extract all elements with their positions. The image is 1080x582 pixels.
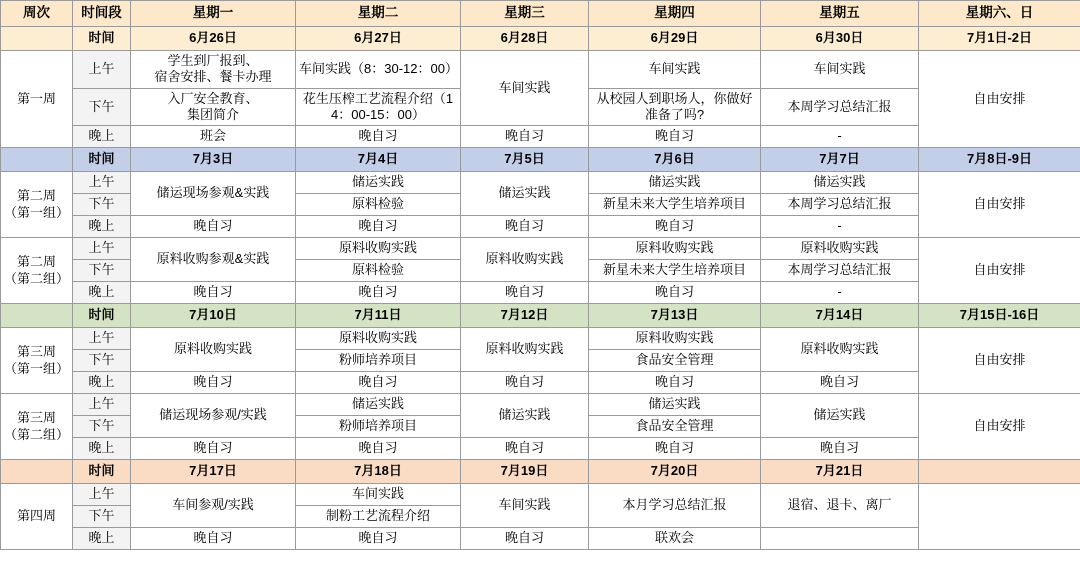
week3-g1-slot-afternoon: 下午 (73, 350, 131, 372)
week2-g1-slot-evening: 晚上 (73, 216, 131, 238)
week2-g2-wed: 原料收购实践 (461, 238, 589, 282)
week2-dates-label: 时间 (73, 148, 131, 172)
week2-g2-tue-evening: 晚自习 (296, 282, 461, 304)
week3-g2-thu-morning: 储运实践 (589, 394, 761, 416)
table-row (1, 484, 1080, 506)
week3-date-tue: 7月11日 (296, 304, 461, 328)
week3-g1-mon: 原料收购实践 (131, 328, 296, 372)
week4-date-weekend (919, 460, 1080, 484)
week4-date-tue: 7月18日 (296, 460, 461, 484)
table-row (1, 216, 1080, 238)
week3-g2-mon-evening: 晚自习 (131, 438, 296, 460)
table-row (1, 282, 1080, 304)
week2-g1-fri-afternoon: 本周学习总结汇报 (761, 194, 919, 216)
week3-g1-wed: 原料收购实践 (461, 328, 589, 372)
week1-thu-evening: 晚自习 (589, 126, 761, 148)
week2-g2-fri-morning: 原料收购实践 (761, 238, 919, 260)
week2-g1-slot-morning: 上午 (73, 172, 131, 194)
header-day-weekend: 星期六、日 (919, 1, 1080, 27)
week3-date-mon: 7月10日 (131, 304, 296, 328)
week4-tue-evening: 晚自习 (296, 528, 461, 550)
week2-g2-thu-evening: 晚自习 (589, 282, 761, 304)
week2-g2-mon: 原料收购参观&实践 (131, 238, 296, 282)
week3-date-wed: 7月12日 (461, 304, 589, 328)
week2-g2-tue-morning: 原料收购实践 (296, 238, 461, 260)
week1-tue-afternoon: 花生压榨工艺流程介绍（14：00-15：00） (296, 88, 461, 126)
week1-date-fri: 6月30日 (761, 27, 919, 51)
week3-dates-spacer (1, 304, 73, 328)
week1-weekend: 自由安排 (919, 51, 1080, 148)
week2-g2-weekend: 自由安排 (919, 238, 1080, 304)
week2-g1-wed-evening: 晚自习 (461, 216, 589, 238)
week4-mon-evening: 晚自习 (131, 528, 296, 550)
header-day-wednesday: 星期三 (461, 1, 589, 27)
week3-g2-tue-afternoon: 粉师培养项目 (296, 416, 461, 438)
week3-g1-thu-morning: 原料收购实践 (589, 328, 761, 350)
week3-g2-tue-evening: 晚自习 (296, 438, 461, 460)
week4-slot-afternoon: 下午 (73, 506, 131, 528)
week3-g2-slot-evening: 晚上 (73, 438, 131, 460)
week2-g1-fri-morning: 储运实践 (761, 172, 919, 194)
week1-slot-evening: 晚上 (73, 126, 131, 148)
week1-thu-afternoon: 从校园人到职场人，你做好准备了吗? (589, 88, 761, 126)
week2-g2-wed-evening: 晚自习 (461, 282, 589, 304)
week4-date-mon: 7月17日 (131, 460, 296, 484)
week4-date-fri: 7月21日 (761, 460, 919, 484)
week1-date-weekend: 7月1日-2日 (919, 27, 1080, 51)
week4-mon: 车间参观/实践 (131, 484, 296, 528)
week3-dates-label: 时间 (73, 304, 131, 328)
week4-fri-evening (761, 528, 919, 550)
week1-mon-evening: 班会 (131, 126, 296, 148)
week4-thu-evening: 联欢会 (589, 528, 761, 550)
header-day-friday: 星期五 (761, 1, 919, 27)
week4-tue-afternoon: 制粉工艺流程介绍 (296, 506, 461, 528)
week2-date-tue: 7月4日 (296, 148, 461, 172)
week3-group1-label: 第三周 （第一组） (1, 328, 73, 394)
week3-g2-tue-morning: 储运实践 (296, 394, 461, 416)
week1-dates-row (1, 27, 1080, 51)
week3-g1-tue-afternoon: 粉师培养项目 (296, 350, 461, 372)
table-row (1, 51, 1080, 89)
week2-group2-label: 第二周 （第二组） (1, 238, 73, 304)
header-slot: 时间段 (73, 1, 131, 27)
week2-date-weekend: 7月8日-9日 (919, 148, 1080, 172)
week3-date-fri: 7月14日 (761, 304, 919, 328)
week4-label: 第四周 (1, 484, 73, 550)
week2-g1-mon: 储运现场参观&实践 (131, 172, 296, 216)
week2-g1-thu-afternoon: 新星未来大学生培养项目 (589, 194, 761, 216)
table-header-row (1, 1, 1080, 27)
week4-dates-spacer (1, 460, 73, 484)
week4-tue-morning: 车间实践 (296, 484, 461, 506)
table-row (1, 172, 1080, 194)
week3-g2-slot-afternoon: 下午 (73, 416, 131, 438)
table-row (1, 372, 1080, 394)
week1-dates-label: 时间 (73, 27, 131, 51)
week2-g1-weekend: 自由安排 (919, 172, 1080, 238)
week4-date-thu: 7月20日 (589, 460, 761, 484)
week4-slot-morning: 上午 (73, 484, 131, 506)
week3-g1-tue-morning: 原料收购实践 (296, 328, 461, 350)
week1-fri-evening: - (761, 126, 919, 148)
week3-g2-fri: 储运实践 (761, 394, 919, 438)
week2-g2-tue-afternoon: 原料检验 (296, 260, 461, 282)
week3-dates-row (1, 304, 1080, 328)
week4-wed: 车间实践 (461, 484, 589, 528)
week2-g1-tue-morning: 储运实践 (296, 172, 461, 194)
week4-weekend (919, 484, 1080, 550)
week1-mon-afternoon: 入厂安全教育、 集团简介 (131, 88, 296, 126)
week2-g1-thu-morning: 储运实践 (589, 172, 761, 194)
week3-g2-thu-evening: 晚自习 (589, 438, 761, 460)
week3-g1-fri-evening: 晚自习 (761, 372, 919, 394)
week1-mon-morning: 学生到厂报到、 宿舍安排、餐卡办理 (131, 51, 296, 89)
week3-g1-slot-evening: 晚上 (73, 372, 131, 394)
week2-dates-spacer (1, 148, 73, 172)
week3-g2-thu-afternoon: 食品安全管理 (589, 416, 761, 438)
week2-g1-tue-afternoon: 原料检验 (296, 194, 461, 216)
week2-group1-label: 第二周 （第一组） (1, 172, 73, 238)
header-day-thursday: 星期四 (589, 1, 761, 27)
week2-g1-slot-afternoon: 下午 (73, 194, 131, 216)
header-day-tuesday: 星期二 (296, 1, 461, 27)
week4-fri: 退宿、退卡、离厂 (761, 484, 919, 528)
week2-g2-slot-evening: 晚上 (73, 282, 131, 304)
week3-g2-weekend: 自由安排 (919, 394, 1080, 460)
week4-date-wed: 7月19日 (461, 460, 589, 484)
week4-wed-evening: 晚自习 (461, 528, 589, 550)
week1-wed-evening: 晚自习 (461, 126, 589, 148)
week1-date-wed: 6月28日 (461, 27, 589, 51)
week2-date-mon: 7月3日 (131, 148, 296, 172)
week1-fri-morning: 车间实践 (761, 51, 919, 89)
week4-thu: 本月学习总结汇报 (589, 484, 761, 528)
week2-g1-fri-evening: - (761, 216, 919, 238)
week2-date-thu: 7月6日 (589, 148, 761, 172)
week1-date-tue: 6月27日 (296, 27, 461, 51)
header-day-monday: 星期一 (131, 1, 296, 27)
week2-g2-mon-evening: 晚自习 (131, 282, 296, 304)
week2-g2-fri-evening: - (761, 282, 919, 304)
week2-g1-mon-evening: 晚自习 (131, 216, 296, 238)
week2-g2-slot-morning: 上午 (73, 238, 131, 260)
table-row (1, 438, 1080, 460)
week4-slot-evening: 晚上 (73, 528, 131, 550)
header-week: 周次 (1, 1, 73, 27)
week1-fri-afternoon: 本周学习总结汇报 (761, 88, 919, 126)
week3-g1-fri: 原料收购实践 (761, 328, 919, 372)
week2-g1-tue-evening: 晚自习 (296, 216, 461, 238)
week3-g1-slot-morning: 上午 (73, 328, 131, 350)
week3-g1-weekend: 自由安排 (919, 328, 1080, 394)
week2-g2-thu-morning: 原料收购实践 (589, 238, 761, 260)
week4-dates-row (1, 460, 1080, 484)
week3-g2-slot-morning: 上午 (73, 394, 131, 416)
week1-thu-morning: 车间实践 (589, 51, 761, 89)
week3-g1-thu-afternoon: 食品安全管理 (589, 350, 761, 372)
week3-g1-mon-evening: 晚自习 (131, 372, 296, 394)
week2-g2-slot-afternoon: 下午 (73, 260, 131, 282)
week3-g1-wed-evening: 晚自习 (461, 372, 589, 394)
week1-slot-morning: 上午 (73, 51, 131, 89)
week2-g1-wed: 储运实践 (461, 172, 589, 216)
week1-tue-morning: 车间实践（8：30-12：00） (296, 51, 461, 89)
week1-slot-afternoon: 下午 (73, 88, 131, 126)
week1-wed-morning: 车间实践 (461, 51, 589, 126)
week1-label: 第一周 (1, 51, 73, 148)
week1-dates-spacer (1, 27, 73, 51)
week2-g1-thu-evening: 晚自习 (589, 216, 761, 238)
week3-group2-label: 第三周 （第二组） (1, 394, 73, 460)
week2-date-fri: 7月7日 (761, 148, 919, 172)
table-row (1, 328, 1080, 350)
week2-g2-fri-afternoon: 本周学习总结汇报 (761, 260, 919, 282)
week2-g2-thu-afternoon: 新星未来大学生培养项目 (589, 260, 761, 282)
week3-g2-fri-evening: 晚自习 (761, 438, 919, 460)
week1-tue-evening: 晚自习 (296, 126, 461, 148)
week1-date-thu: 6月29日 (589, 27, 761, 51)
week2-date-wed: 7月5日 (461, 148, 589, 172)
week2-dates-row (1, 148, 1080, 172)
week3-date-weekend: 7月15日-16日 (919, 304, 1080, 328)
week3-g1-thu-evening: 晚自习 (589, 372, 761, 394)
table-row (1, 528, 1080, 550)
table-row (1, 394, 1080, 416)
week3-g1-tue-evening: 晚自习 (296, 372, 461, 394)
week1-date-mon: 6月26日 (131, 27, 296, 51)
table-row (1, 126, 1080, 148)
week4-dates-label: 时间 (73, 460, 131, 484)
week3-date-thu: 7月13日 (589, 304, 761, 328)
week3-g2-wed: 储运实践 (461, 394, 589, 438)
table-row (1, 238, 1080, 260)
week3-g2-mon: 储运现场参观/实践 (131, 394, 296, 438)
week3-g2-wed-evening: 晚自习 (461, 438, 589, 460)
